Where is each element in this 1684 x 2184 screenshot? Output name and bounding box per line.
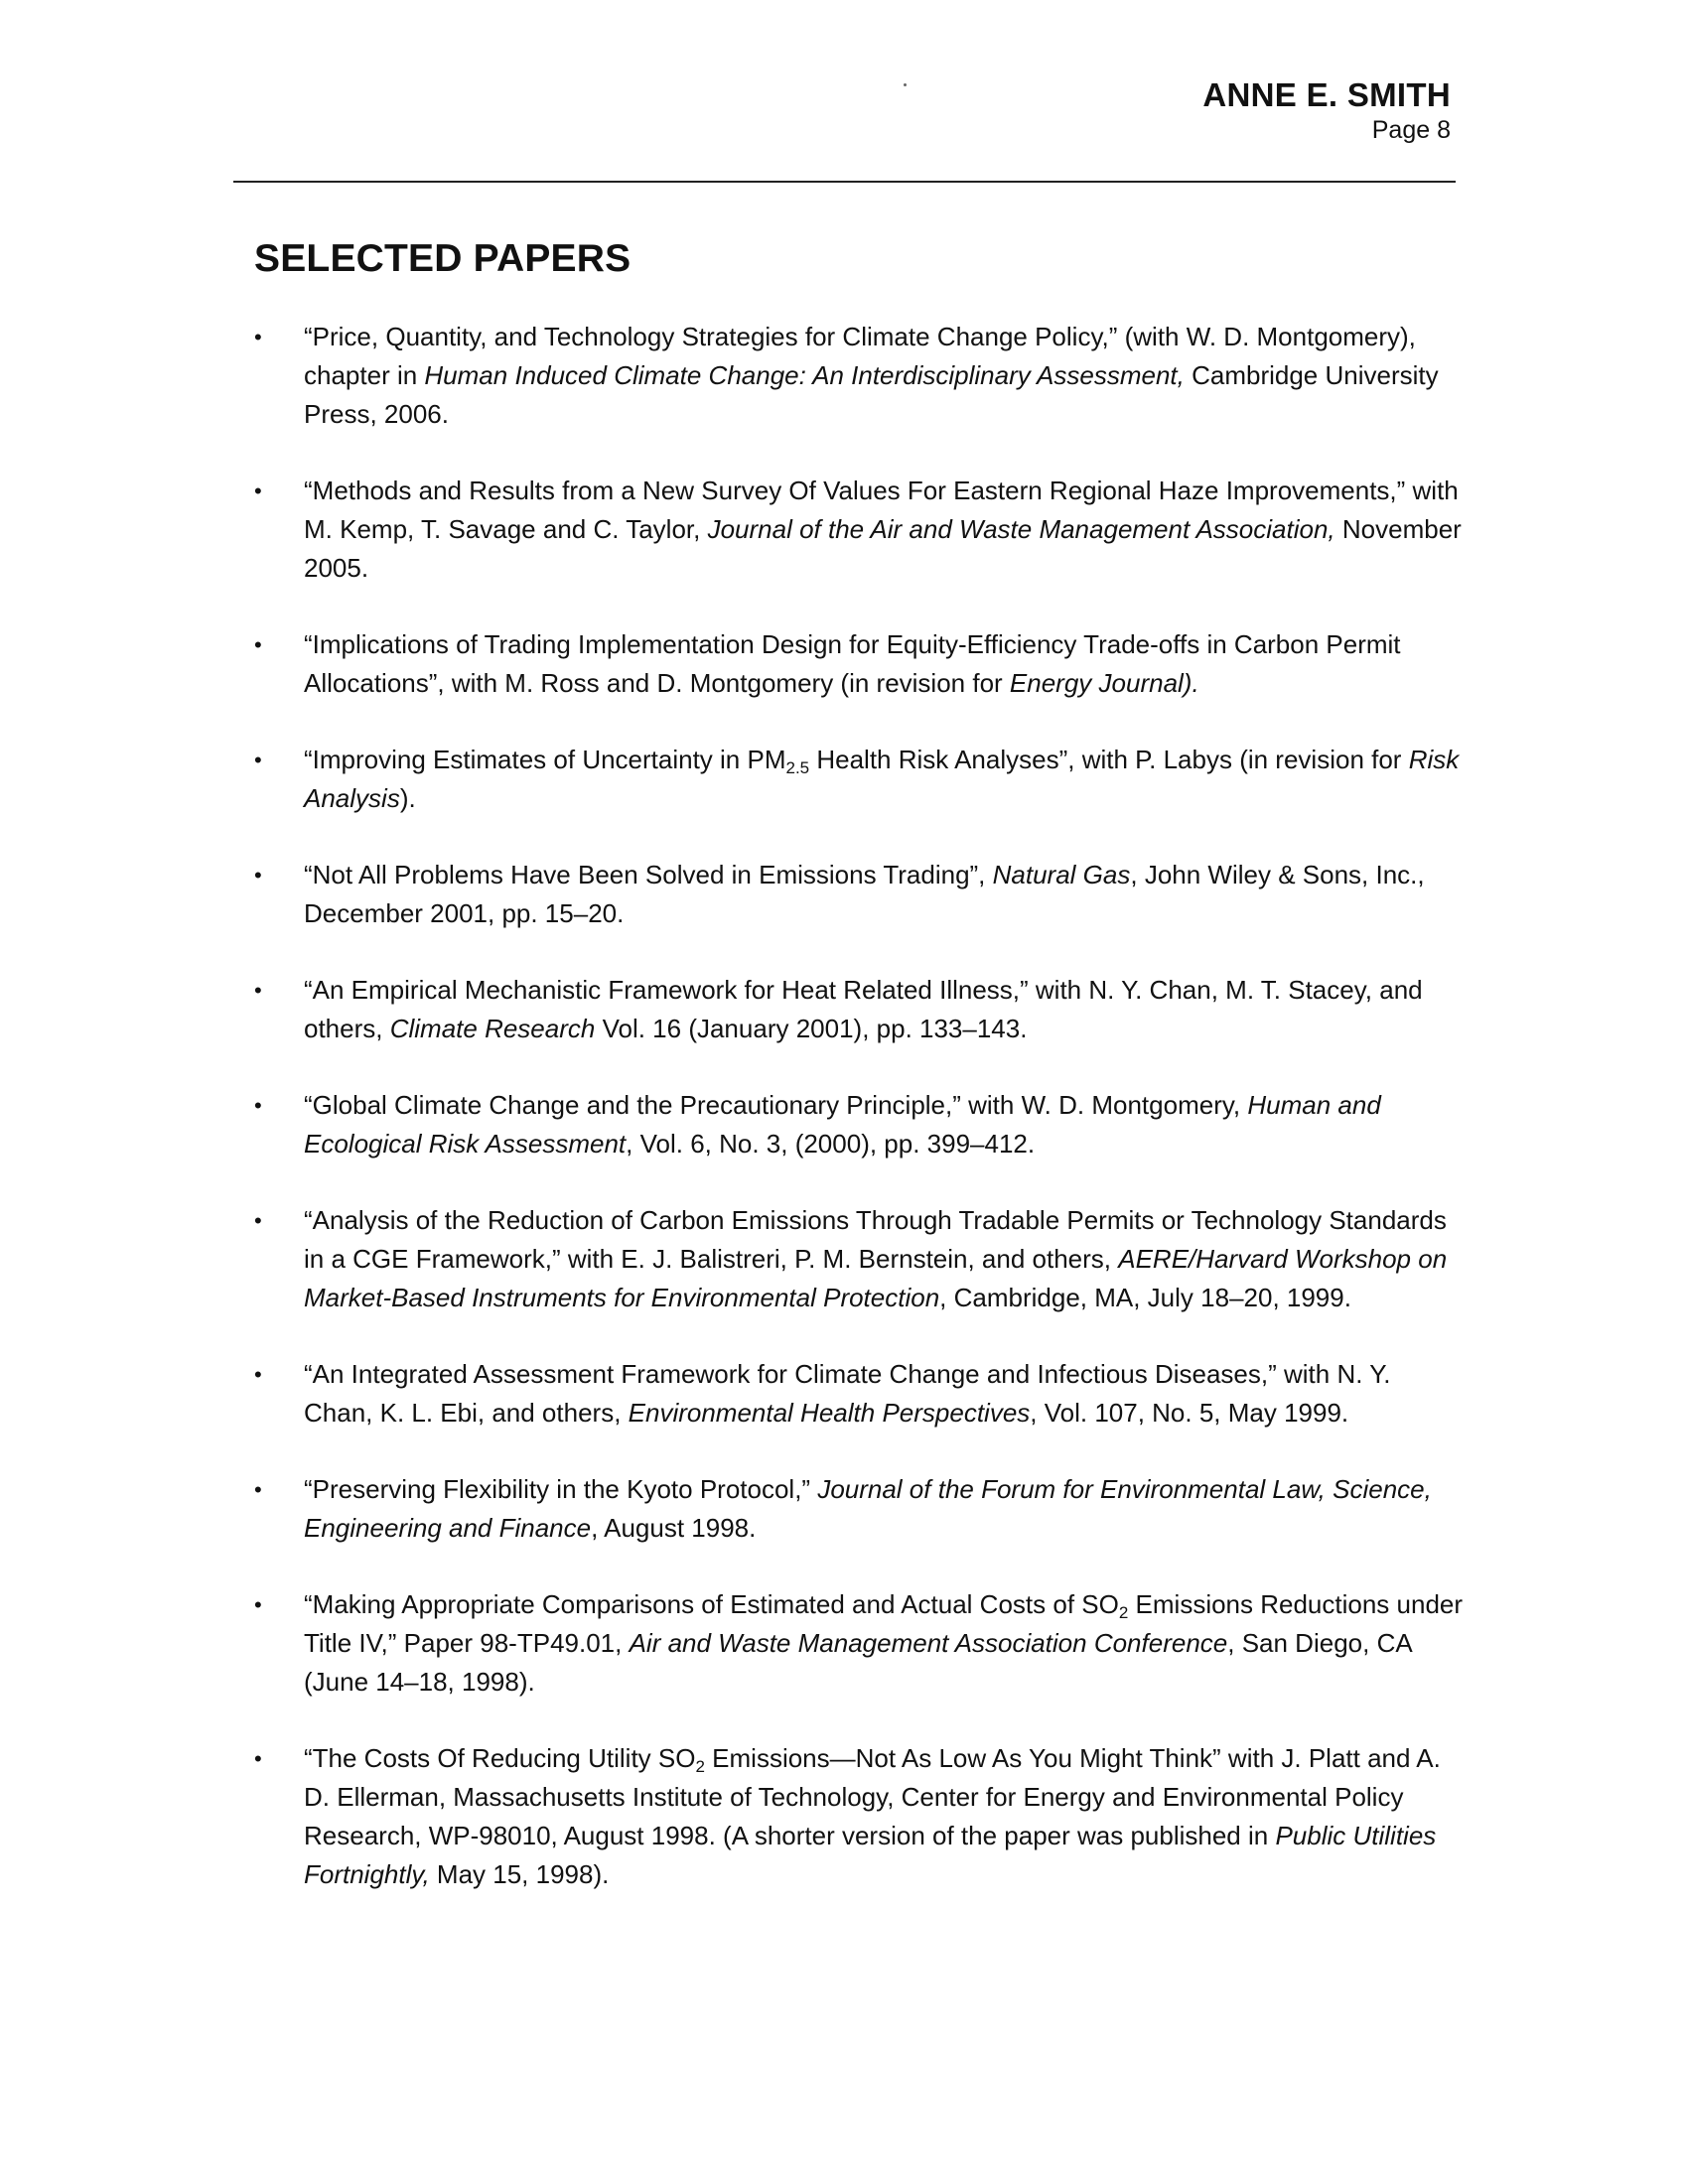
citation-text: “Analysis of the Reduction of Carbon Emissions Through Tradable Permits or Technology Standards in a CGE Framework,” with E. J. Balistreri, P. M. Bernstein, and others,: [304, 1205, 1447, 1274]
subscript: 2.5: [785, 758, 810, 778]
bullet-icon: •: [254, 978, 262, 1003]
bullet-icon: •: [254, 1746, 262, 1771]
author-name: ANNE E. SMITH: [1202, 76, 1451, 113]
bullet-icon: •: [254, 1362, 262, 1387]
paper-entry: [254, 1739, 1466, 1894]
subscript: 2: [695, 1757, 705, 1777]
citation-text: “Methods and Results from a New Survey Of Values For Eastern Regional Haze Improvements,” with M. Kemp, T. Savage and C. Taylor,: [304, 476, 1459, 544]
publication-title: Environmental Health Perspectives: [628, 1398, 1031, 1428]
page-number: Page 8: [1371, 116, 1451, 144]
citation-text: November 2005.: [304, 514, 1462, 583]
paper-entry: [254, 1201, 1466, 1317]
citation-text: , San Diego, CA (June 14–18, 1998).: [304, 1628, 1412, 1697]
citation-text: , Vol. 107, No. 5, May 1999.: [1030, 1398, 1349, 1428]
bullet-icon: •: [254, 478, 262, 503]
paper-entry: [254, 318, 1466, 434]
papers-list: [254, 318, 1466, 1932]
citation-text: “Making Appropriate Comparisons of Estimated and Actual Costs of SO: [304, 1589, 1119, 1619]
publication-title: Air and Waste Management Association Conference: [629, 1628, 1228, 1658]
paper-entry: [254, 1355, 1466, 1433]
paper-entry: [254, 971, 1466, 1048]
citation-text: ).: [399, 783, 416, 813]
bullet-icon: •: [254, 748, 262, 772]
publication-title: Journal of the Forum for Environmental Law, Science, Engineering and Finance: [304, 1474, 1432, 1543]
citation-text: Cambridge University Press, 2006.: [304, 360, 1439, 429]
publication-title: Human and Ecological Risk Assessment: [304, 1090, 1381, 1159]
publication-title: Energy Journal).: [1009, 668, 1199, 698]
bullet-icon: •: [254, 325, 262, 349]
citation-text: “An Integrated Assessment Framework for Climate Change and Infectious Diseases,” with N. Y. Chan, K. L. Ebi, and others,: [304, 1359, 1391, 1428]
citation-text: Health Risk Analyses”, with P. Labys (in revision for: [809, 745, 1409, 774]
scan-speck: [904, 83, 907, 86]
bullet-icon: •: [254, 1208, 262, 1233]
citation-text: “An Empirical Mechanistic Framework for Heat Related Illness,” with N. Y. Chan, M. T. Stacey, and others,: [304, 975, 1423, 1043]
citation-text: , Vol. 6, No. 3, (2000), pp. 399–412.: [626, 1129, 1036, 1159]
citation-text: , John Wiley & Sons, Inc., December 2001, pp. 15–20.: [304, 860, 1425, 928]
publication-title: Public Utilities Fortnightly,: [304, 1821, 1437, 1889]
publication-title: AERE/Harvard Workshop on Market-Based Instruments for Environmental Protection: [304, 1244, 1448, 1312]
paper-entry: [254, 741, 1466, 818]
bullet-icon: •: [254, 1477, 262, 1502]
paper-entry: [254, 472, 1466, 588]
citation-text: , August 1998.: [591, 1513, 757, 1543]
publication-title: Journal of the Air and Waste Management Association,: [707, 514, 1335, 544]
citation-text: “Preserving Flexibility in the Kyoto Protocol,”: [304, 1474, 818, 1504]
paper-entry: [254, 856, 1466, 933]
citation-text: “Price, Quantity, and Technology Strategies for Climate Change Policy,” (with W. D. Montgomery), chapter in: [304, 322, 1416, 390]
citation-text: “Not All Problems Have Been Solved in Emissions Trading”,: [304, 860, 993, 889]
citation-text: “Implications of Trading Implementation Design for Equity-Efficiency Trade-offs in Carbon Permit Allocations”, with M. Ross and D. Montgomery (in revision for: [304, 629, 1401, 698]
paper-entry: [254, 625, 1466, 703]
citation-text: May 15, 1998).: [429, 1859, 610, 1889]
bullet-icon: •: [254, 1592, 262, 1617]
subscript: 2: [1118, 1603, 1129, 1623]
paper-entry: [254, 1086, 1466, 1163]
page-header: [1202, 75, 1451, 145]
citation-text: Emissions—Not As Low As You Might Think” with J. Platt and A. D. Ellerman, Massachusetts Institute of Technology, Center for Energy and Environmental Policy Research, WP-98010, August 1998. (A shorter version of the paper was published in: [304, 1743, 1441, 1850]
citation-text: “Improving Estimates of Uncertainty in PM: [304, 745, 786, 774]
section-title: SELECTED PAPERS: [254, 237, 632, 280]
paper-entry: [254, 1470, 1466, 1548]
bullet-icon: •: [254, 863, 262, 887]
bullet-icon: •: [254, 1093, 262, 1118]
citation-text: “The Costs Of Reducing Utility SO: [304, 1743, 696, 1773]
citation-text: , Cambridge, MA, July 18–20, 1999.: [939, 1283, 1351, 1312]
publication-title: Human Induced Climate Change: An Interdisciplinary Assessment,: [424, 360, 1185, 390]
citation-text: “Global Climate Change and the Precautionary Principle,” with W. D. Montgomery,: [304, 1090, 1248, 1120]
publication-title: Natural Gas: [992, 860, 1131, 889]
citation-text: Emissions Reductions under Title IV,” Paper 98-TP49.01,: [304, 1589, 1464, 1658]
header-divider: [233, 181, 1456, 183]
publication-title: Climate Research: [389, 1014, 596, 1043]
paper-entry: [254, 1585, 1466, 1702]
bullet-icon: •: [254, 632, 262, 657]
publication-title: Risk Analysis: [304, 745, 1460, 813]
citation-text: Vol. 16 (January 2001), pp. 133–143.: [595, 1014, 1028, 1043]
